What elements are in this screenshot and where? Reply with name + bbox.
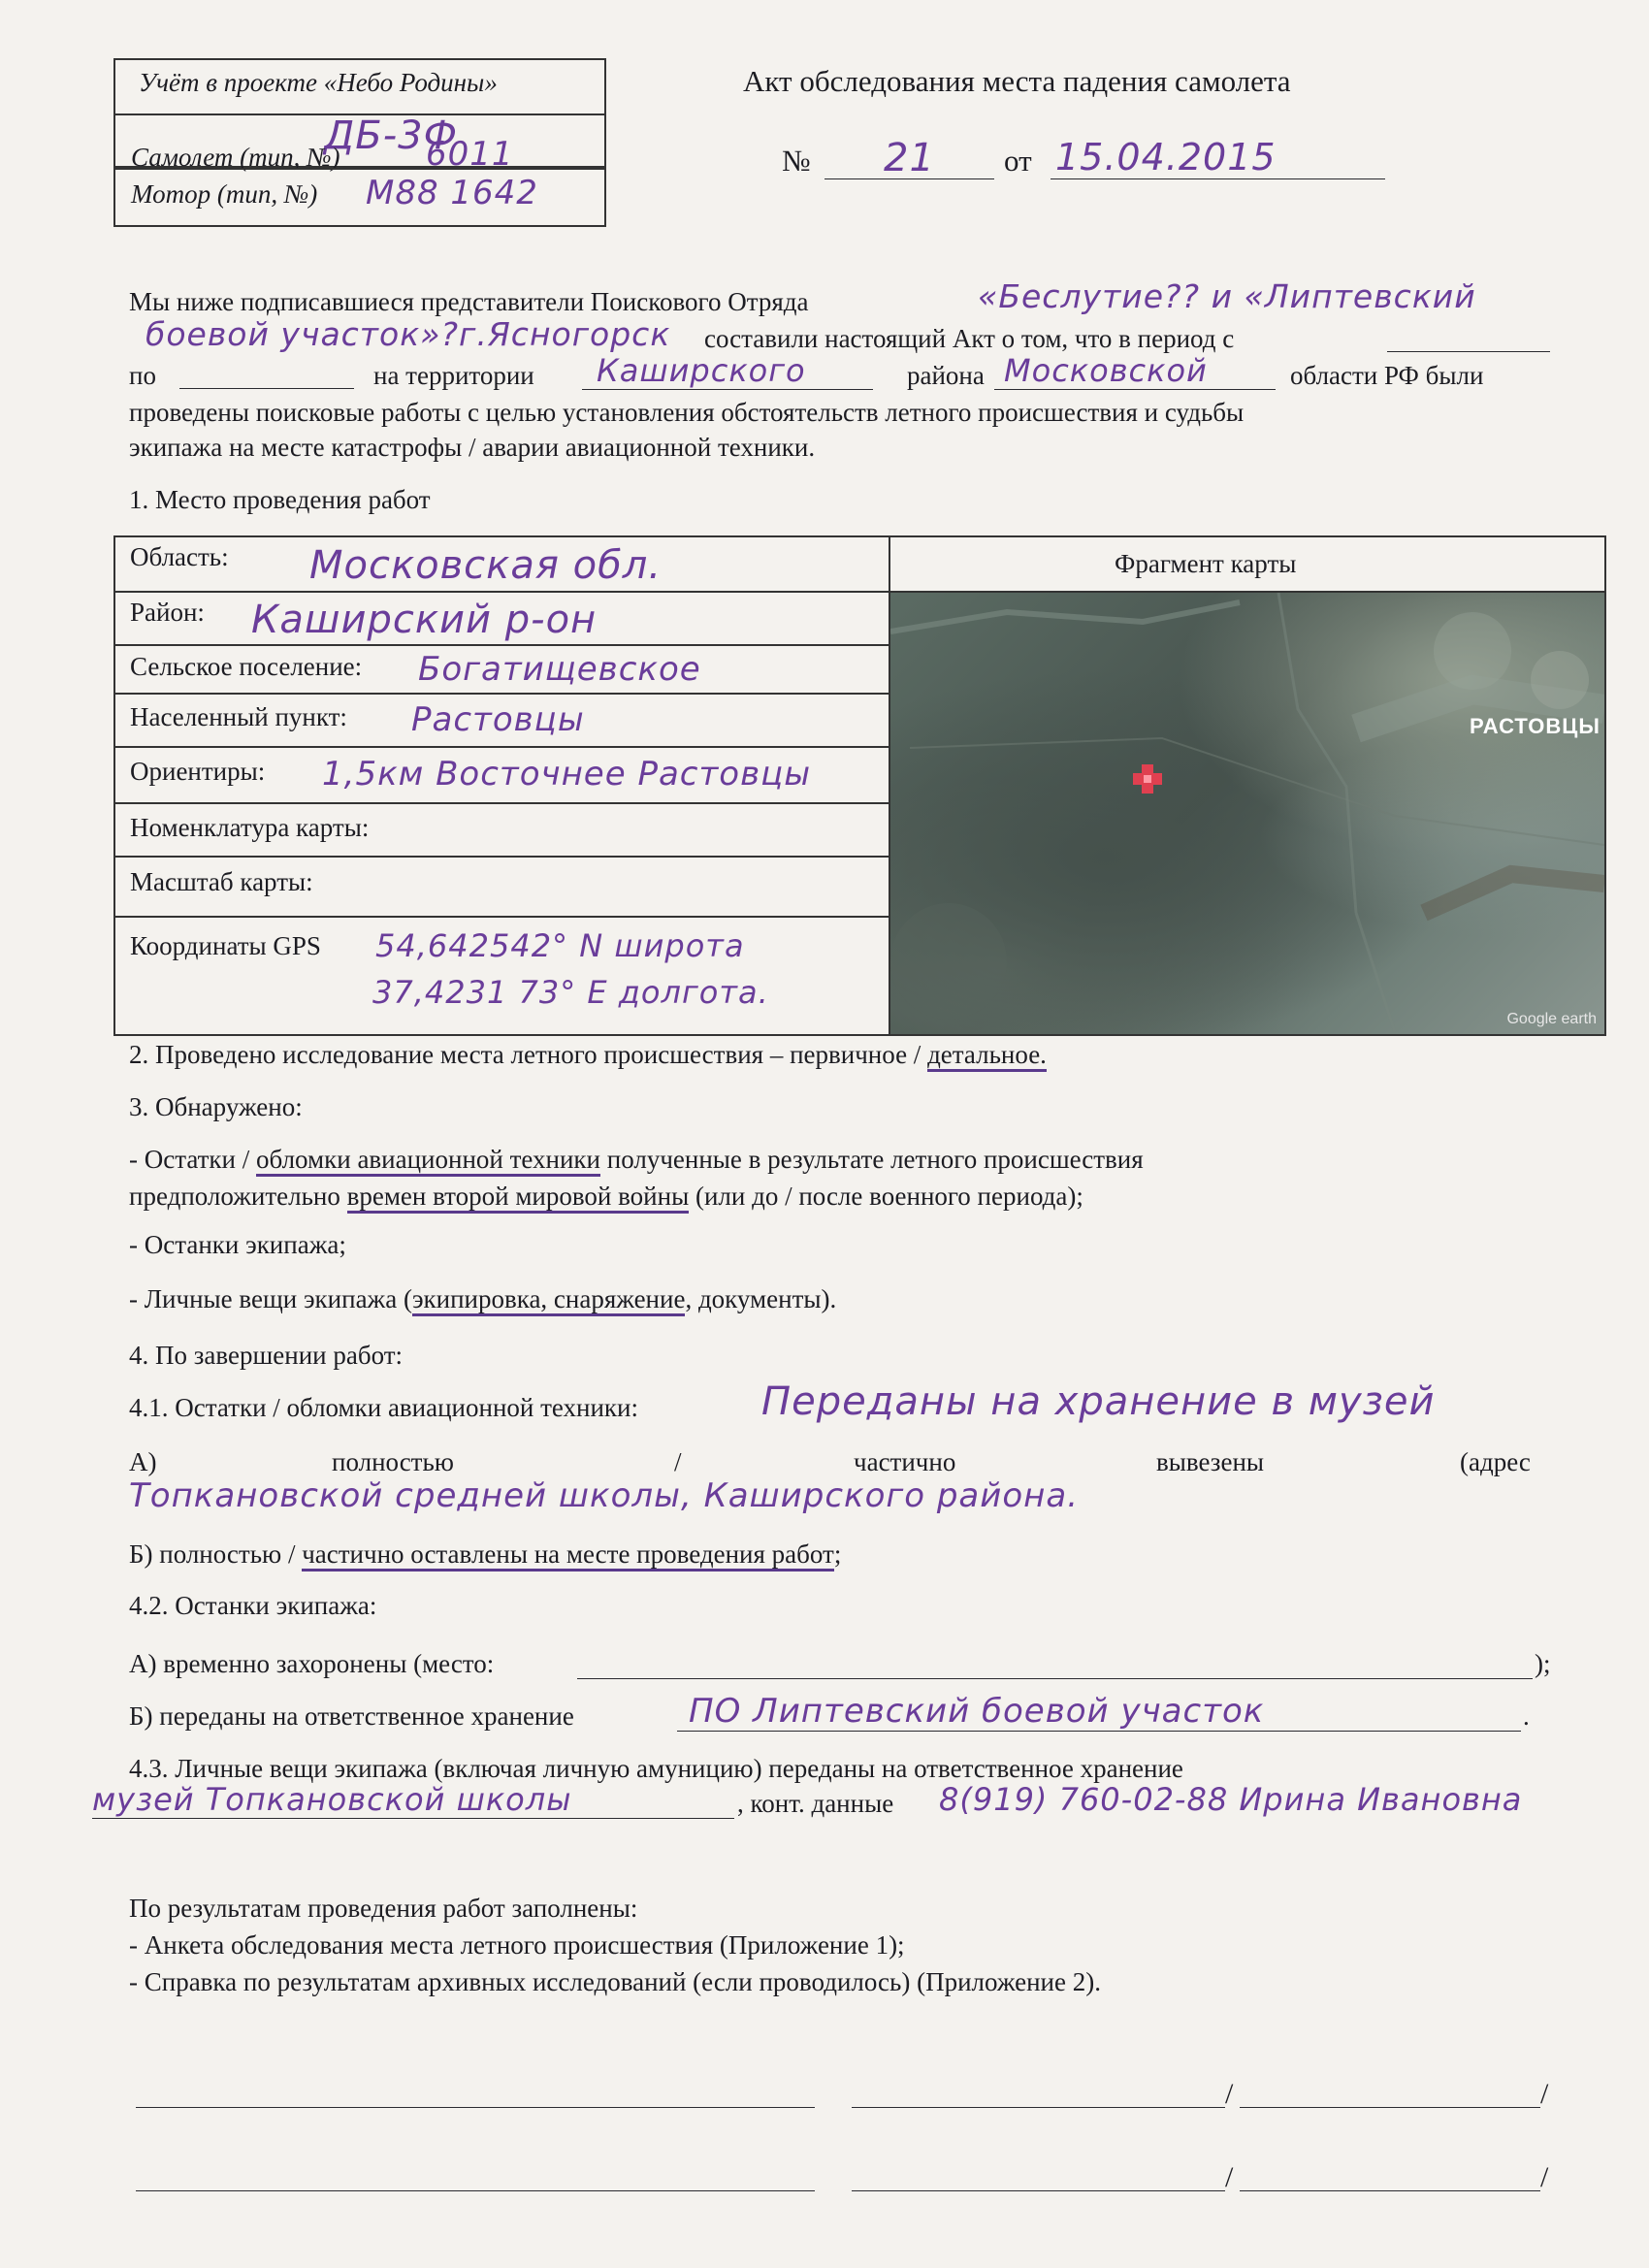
- p41b-suffix: ;: [833, 1539, 842, 1569]
- item1-suffix: полученные в результате летного происшествия: [600, 1145, 1144, 1174]
- field-label-nomenclature: Номенклатура карты:: [130, 813, 370, 842]
- number-label: №: [782, 144, 811, 178]
- signature-slash-3: /: [1225, 2161, 1234, 2193]
- map-credit: Google earth: [1506, 1011, 1597, 1027]
- intro-line1: Мы ниже подписавшиеся представители Поискового Отряда: [129, 287, 809, 316]
- section1-heading: 1. Место проведения работ: [129, 485, 431, 514]
- field-label-locality: Населенный пункт:: [130, 702, 347, 731]
- map-place-label: РАСТОВЦЫ: [1470, 714, 1600, 738]
- item3-suffix: , документы).: [685, 1284, 837, 1313]
- field-value-gps-lat: 54,642542° N широта: [375, 927, 745, 964]
- period-from-field: [1387, 326, 1550, 352]
- signature-name-line-1: [852, 2107, 1225, 2108]
- period-to-field: [179, 361, 354, 389]
- field-value-settlement: Богатищевское: [418, 650, 701, 689]
- row-sep: [115, 802, 889, 804]
- project-label: Учёт в проекте «Небо Родины»: [139, 68, 498, 97]
- item3-prefix: - Личные вещи экипажа (: [129, 1284, 412, 1313]
- map-fragment: [890, 593, 1604, 1034]
- region-field: [994, 354, 1276, 390]
- project-box: [113, 58, 606, 227]
- motor-row: [115, 168, 604, 212]
- contact-label: , конт. данные: [737, 1789, 894, 1818]
- region-value: Московской: [1004, 352, 1208, 389]
- section4-heading: 4. По завершении работ:: [129, 1341, 404, 1370]
- territory-value: Каширского: [597, 352, 806, 389]
- motor-label: Мотор (тип, №): [131, 179, 318, 209]
- p42a-end: );: [1535, 1649, 1551, 1678]
- intro-compiled: составили настоящий Акт о том, что в период с: [704, 324, 1235, 353]
- item1-line2-prefix: предположительно: [129, 1182, 347, 1211]
- signature-name-line-2: [852, 2190, 1225, 2191]
- p41a-prefix: А): [129, 1447, 157, 1476]
- project-row: [115, 60, 604, 115]
- plane-label: Самолет (тип, №): [131, 143, 340, 172]
- place-table: [113, 535, 1606, 1036]
- section3-item1-line2: [129, 1182, 1083, 1212]
- item1-debris: обломки авиационной техники: [256, 1145, 600, 1177]
- p41a-full: полностью: [332, 1447, 454, 1476]
- p41-label: 4.1. Остатки / обломки авиационной техники:: [129, 1393, 638, 1422]
- results-item1: - Анкета обследования места летного происшествия (Приложение 1);: [129, 1930, 905, 1960]
- row-sep: [115, 591, 889, 593]
- intro-district: района: [907, 361, 985, 390]
- section3-heading: 3. Обнаружено:: [129, 1092, 303, 1121]
- row-sep: [115, 856, 889, 858]
- p42b-value: ПО Липтевский боевой участок: [689, 1692, 1265, 1731]
- section3-item1: [129, 1145, 1550, 1175]
- item1-line2-suffix: (или до / после военного периода);: [689, 1182, 1083, 1211]
- belongings-field: [92, 1781, 734, 1819]
- section3-item2: - Останки экипажа;: [129, 1230, 346, 1259]
- intro-territory: на территории: [373, 361, 534, 390]
- p43-text: 4.3. Личные вещи экипажа (включая личную амуницию) переданы на ответственное хранение: [129, 1754, 1183, 1783]
- act-title: Акт обследования места падения самолета: [743, 64, 1291, 98]
- p42-label: 4.2. Останки экипажа:: [129, 1591, 377, 1620]
- p41b-partial: частично оставлены на месте проведения работ: [302, 1539, 834, 1571]
- date-value: 15.04.2015: [1055, 136, 1277, 178]
- field-value-landmarks: 1,5км Восточнее Растовцы: [322, 755, 812, 794]
- results-heading: По результатам проведения работ заполнены:: [129, 1894, 638, 1923]
- field-label-gps: Координаты GPS: [130, 931, 321, 960]
- field-label-region: Область:: [130, 542, 229, 571]
- p42b-end: .: [1523, 1701, 1530, 1731]
- signature-slash-4: /: [1540, 2161, 1549, 2193]
- signature-line-2: [136, 2190, 815, 2191]
- number-value: 21: [884, 136, 935, 180]
- custody-field: [677, 1692, 1521, 1732]
- date-label: от: [1004, 144, 1032, 178]
- signature-slash-1: /: [1225, 2078, 1234, 2110]
- intro-by: по: [129, 361, 156, 390]
- intro-region: области РФ были: [1290, 361, 1484, 390]
- section2-text: 2. Проведено исследование места летного происшествия – первичное /: [129, 1040, 928, 1069]
- results-item2: - Справка по результатам архивных исследований (если проводилось) (Приложение 2).: [129, 1967, 1101, 1996]
- p43-value: музей Топкановской школы: [92, 1781, 572, 1818]
- map-title: Фрагмент карты: [1115, 549, 1297, 578]
- crash-site-marker-icon: [1133, 764, 1162, 794]
- intro-line4: проведены поисковые работы с целью установления обстоятельств летного происшествия и судьбы: [129, 398, 1245, 427]
- contact-value: 8(919) 760-02-88 Ирина Ивановна: [939, 1781, 1523, 1818]
- p41b-line: [129, 1539, 841, 1570]
- signature-role-line-2: [1240, 2190, 1540, 2191]
- p41a-slash: /: [674, 1447, 682, 1476]
- map-terrain: [890, 593, 1604, 1032]
- p41a-taken: вывезены: [1156, 1447, 1265, 1476]
- p41-value: Переданы на хранение в музей: [761, 1379, 1436, 1424]
- p41a-partial: частично: [854, 1447, 956, 1476]
- item1-ww2: времен второй мировой войны: [347, 1182, 690, 1214]
- field-label-scale: Масштаб карты:: [130, 867, 313, 896]
- signature-line-1: [136, 2107, 815, 2108]
- team-value-2: боевой участок»?г.Ясногорск: [146, 315, 671, 353]
- plane-value: 6011: [426, 135, 514, 174]
- project-value: ДБ-3Ф: [324, 113, 459, 158]
- signature-slash-2: /: [1540, 2078, 1549, 2110]
- motor-value: М88 1642: [366, 174, 538, 212]
- intro-line5: экипажа на месте катастрофы / аварии авиационной техники.: [129, 433, 816, 462]
- field-label-district: Район:: [130, 598, 205, 627]
- section3-item3: [129, 1284, 836, 1314]
- signature-role-line-1: [1240, 2107, 1540, 2108]
- p42b-text: Б) переданы на ответственное хранение: [129, 1701, 574, 1731]
- field-value-region: Московская обл.: [309, 543, 663, 588]
- field-label-settlement: Сельское поселение:: [130, 652, 363, 681]
- field-value-gps-lon: 37,4231 73° E долгота.: [372, 974, 769, 1011]
- section2-detailed: детальное.: [927, 1040, 1047, 1072]
- p42a-text: А) временно захоронены (место:: [129, 1649, 495, 1678]
- territory-field: [582, 354, 873, 390]
- burial-place-field: [577, 1649, 1533, 1679]
- field-value-locality: Растовцы: [411, 700, 585, 739]
- field-label-landmarks: Ориентиры:: [130, 757, 266, 786]
- section2-line: [129, 1040, 1047, 1070]
- date-field: [1051, 136, 1385, 179]
- p41b-prefix: Б) полностью /: [129, 1539, 303, 1569]
- number-field: [824, 136, 994, 179]
- row-sep: [115, 693, 889, 695]
- row-sep: [115, 916, 889, 918]
- field-value-district: Каширский р-он: [251, 598, 598, 642]
- row-sep: [115, 644, 889, 646]
- p41a-address: (адрес: [1460, 1447, 1531, 1476]
- row-sep: [115, 746, 889, 748]
- team-value-1: «Беслутие?? и «Липтевский: [978, 277, 1476, 315]
- address-value: Топкановской средней школы, Каширского района.: [129, 1476, 1080, 1515]
- item3-gear: экипировка, снаряжение: [412, 1284, 686, 1316]
- item1-prefix: - Остатки /: [129, 1145, 257, 1174]
